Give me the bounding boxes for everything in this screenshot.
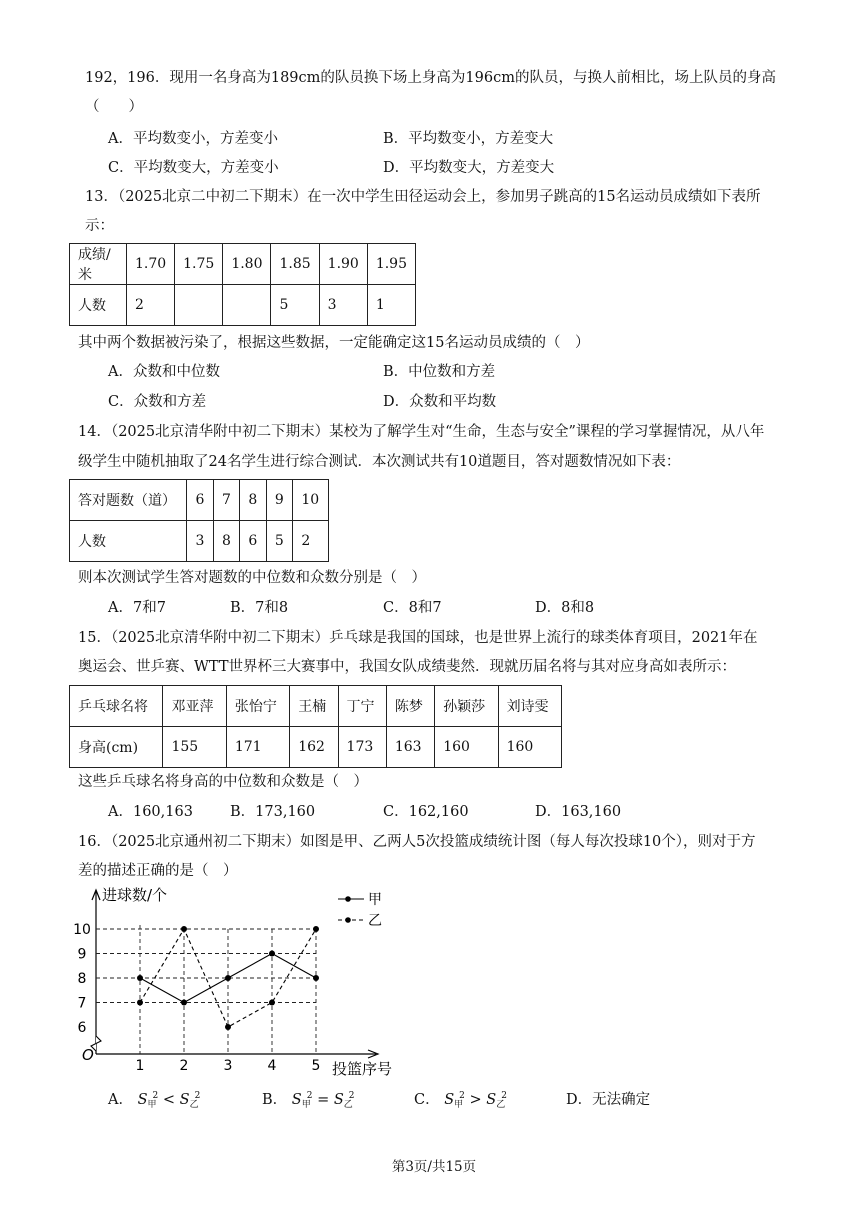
page-footer: 第3页/共15页 [391,1159,477,1175]
data-point-yi [181,926,187,932]
q16-option-a-s2: S [179,1092,190,1108]
q15-cell: 163 [386,727,434,768]
q14-cell: 8 [213,521,239,562]
data-point-jia [313,975,319,981]
q16-option-b-s2: S [333,1092,344,1108]
q13-cell: 1.85 [271,244,319,285]
q14-cell: 9 [266,480,292,521]
q13-cell: 1.90 [319,244,367,285]
q13-cell: 1.80 [223,244,271,285]
q16-option-d [566,1088,650,1109]
q16-option-a-letter: A． [108,1092,133,1108]
q15-cell: 160 [498,727,561,768]
q16-option-b-letter: B． [262,1092,288,1108]
q15-cell: 173 [338,727,386,768]
data-point-jia [225,975,231,981]
q13-cell: 1 [367,285,415,326]
q15-cell: 邓亚萍 [163,686,226,727]
q16-option-d-letter: D． [566,1092,593,1108]
q16-stem-line2: 差的描述正确的是（ ） [78,863,238,879]
q15-option-d: D．163,160 [535,804,622,820]
y-tick-label: 10 [73,922,91,938]
legend-marker-yi [345,917,351,923]
q15-cell: 孙颖莎 [435,686,498,727]
legend-label-jia: 甲 [368,892,382,908]
q14-cell: 6 [240,521,266,562]
q14-cell: 7 [213,480,239,521]
q13-option-c: C．众数和方差 [108,394,207,410]
q15-cell: 身高(cm) [70,727,163,768]
q13-cell: 1.95 [367,244,415,285]
q12-option-b: B．平均数变小，方差变大 [383,131,554,147]
q15-table [69,685,562,768]
q12-option-c: C．平均数变大，方差变小 [108,160,279,176]
q14-after-text: 则本次测试学生答对题数的中位数和众数分别是（ ） [78,570,426,586]
q13-cell [223,285,271,326]
q15-stem-line2: 奥运会、世乒赛、WTT世界杯三大赛事中，我国女队成绩斐然．现就历届名将与其对应身高如表所示： [78,659,737,675]
q15-option-c: C．162,160 [383,804,469,820]
q16-sup: 2 [152,1091,159,1101]
q14-option-c: C．8和7 [383,600,442,616]
x-tick-label: 3 [223,1058,233,1074]
q15-cell: 160 [435,727,498,768]
q13-cell: 3 [319,285,367,326]
q16-sub-jia: 甲 [147,1100,157,1110]
x-tick-label: 1 [135,1058,145,1074]
q13-after-text: 其中两个数据被污染了，根据这些数据，一定能确定这15名运动员成绩的（ ） [78,335,590,351]
q14-cell: 3 [187,521,213,562]
q13-cell: 人数 [70,285,127,326]
q16-sub-jia: 甲 [301,1100,311,1110]
y-axis-label: 进球数/个 [102,886,168,904]
legend-label-yi: 乙 [368,913,382,929]
q13-cell: 2 [126,285,174,326]
data-point-yi [137,1000,143,1006]
q16-option-a [108,1088,200,1110]
y-tick-label: 9 [77,946,87,963]
q15-cell: 162 [290,727,338,768]
q14-cell: 答对题数（道） [70,480,187,521]
q13-option-d: D．众数和平均数 [383,394,497,410]
q13-option-a: A．众数和中位数 [108,364,220,380]
q14-cell: 6 [187,480,213,521]
q15-option-b: B．173,160 [230,804,316,820]
q14-cell: 10 [293,480,329,521]
q15-cell: 张怡宁 [226,686,289,727]
q13-cell [175,285,223,326]
q16-stem-line1: 16．（2025北京通州初二下期末）如图是甲、乙两人5次投篮成绩统计图（每人每次投球10个），则对于方 [78,834,756,850]
q16-option-b [262,1088,355,1110]
q12-option-a: A．平均数变小，方差变小 [108,131,278,147]
q14-cell: 8 [240,480,266,521]
q12-option-d: D．平均数变大，方差变大 [383,160,555,176]
q15-cell: 王楠 [290,686,338,727]
q16-sup: 2 [501,1091,507,1101]
q16-sup: 2 [306,1091,313,1101]
q15-after-text: 这些乒乓球名将身高的中位数和众数是（ ） [78,774,368,790]
y-tick-label: 8 [77,971,87,987]
data-point-jia [269,951,275,957]
q14-cell: 2 [293,521,329,562]
data-point-jia [181,1000,187,1006]
q16-sub-yi: 乙 [343,1100,353,1110]
data-point-yi [225,1024,231,1030]
q13-stem-line2: 示： [85,218,114,234]
q14-option-a: A．7和7 [108,600,166,616]
q13-table [69,243,416,326]
legend-marker-jia [345,896,351,902]
q13-cell: 1.70 [126,244,174,285]
q14-cell: 人数 [70,521,187,562]
q14-option-b: B．7和8 [230,600,289,616]
q15-cell: 刘诗雯 [498,686,561,727]
x-tick-label: 5 [311,1058,321,1074]
q15-cell: 155 [163,727,226,768]
q14-table [69,479,329,562]
q16-sub-yi: 乙 [189,1100,199,1110]
data-point-yi [269,1000,275,1006]
data-point-yi [313,926,319,932]
q16-option-c-letter: C． [414,1092,440,1108]
x-axis-label: 投篮序号 [332,1060,393,1078]
q16-option-c-s2: S [486,1092,497,1108]
q15-cell: 乒乓球名将 [70,686,163,727]
q16-sub-yi: 乙 [496,1100,506,1110]
q16-option-d-text: 无法确定 [592,1092,651,1108]
q16-sub-jia: 甲 [454,1100,464,1110]
q15-option-a: A．160,163 [108,804,193,820]
y-tick-label: 6 [77,1020,87,1036]
origin-label: O [82,1046,94,1064]
q14-option-d: D．8和8 [535,600,595,616]
q16-option-b-s1: S [291,1092,302,1108]
q16-sup: 2 [459,1091,465,1101]
q13-option-b: B．中位数和方差 [383,364,496,380]
q16-option-b-rel: = [317,1092,330,1108]
q12-stem-line1: 192，196．现用一名身高为189cm的队员换下场上身高为196cm的队员，与换人前相比，场上队员的身高 [85,70,776,86]
q15-cell: 陈梦 [386,686,434,727]
x-tick-label: 2 [179,1058,189,1074]
q13-stem-line1: 13．（2025北京二中初二下期末）在一次中学生田径运动会上，参加男子跳高的15名运动员成绩如下表所 [85,189,761,205]
q16-sup: 2 [194,1091,201,1101]
q14-cell: 5 [266,521,292,562]
q15-cell: 171 [226,727,289,768]
q16-option-c-rel: > [469,1092,482,1108]
q16-option-c [414,1088,507,1110]
q16-option-c-s1: S [444,1092,455,1108]
basket-chart [70,882,410,1082]
q12-stem-line2: （ ） [85,99,143,115]
q13-cell: 5 [271,285,319,326]
data-point-jia [137,975,143,981]
q16-sup: 2 [348,1091,355,1101]
q16-option-a-rel: < [162,1092,176,1108]
q14-stem-line2: 级学生中随机抽取了24名学生进行综合测试．本次测试共有10道题目，答对题数情况如下表： [78,454,681,470]
q15-stem-line1: 15．（2025北京清华附中初二下期末）乒乓球是我国的国球，也是世界上流行的球类体育项目，2021年在 [78,630,758,646]
q13-cell: 1.75 [175,244,223,285]
q14-stem-line1: 14．（2025北京清华附中初二下期末）某校为了解学生对“生命，生态与安全”课程的学习掌握情况，从八年 [78,424,765,440]
q16-option-a-s1: S [137,1092,148,1108]
x-tick-label: 4 [267,1058,277,1074]
y-tick-label: 7 [77,995,87,1012]
q13-cell: 成绩/米 [70,244,127,285]
q15-cell: 丁宁 [338,686,386,727]
